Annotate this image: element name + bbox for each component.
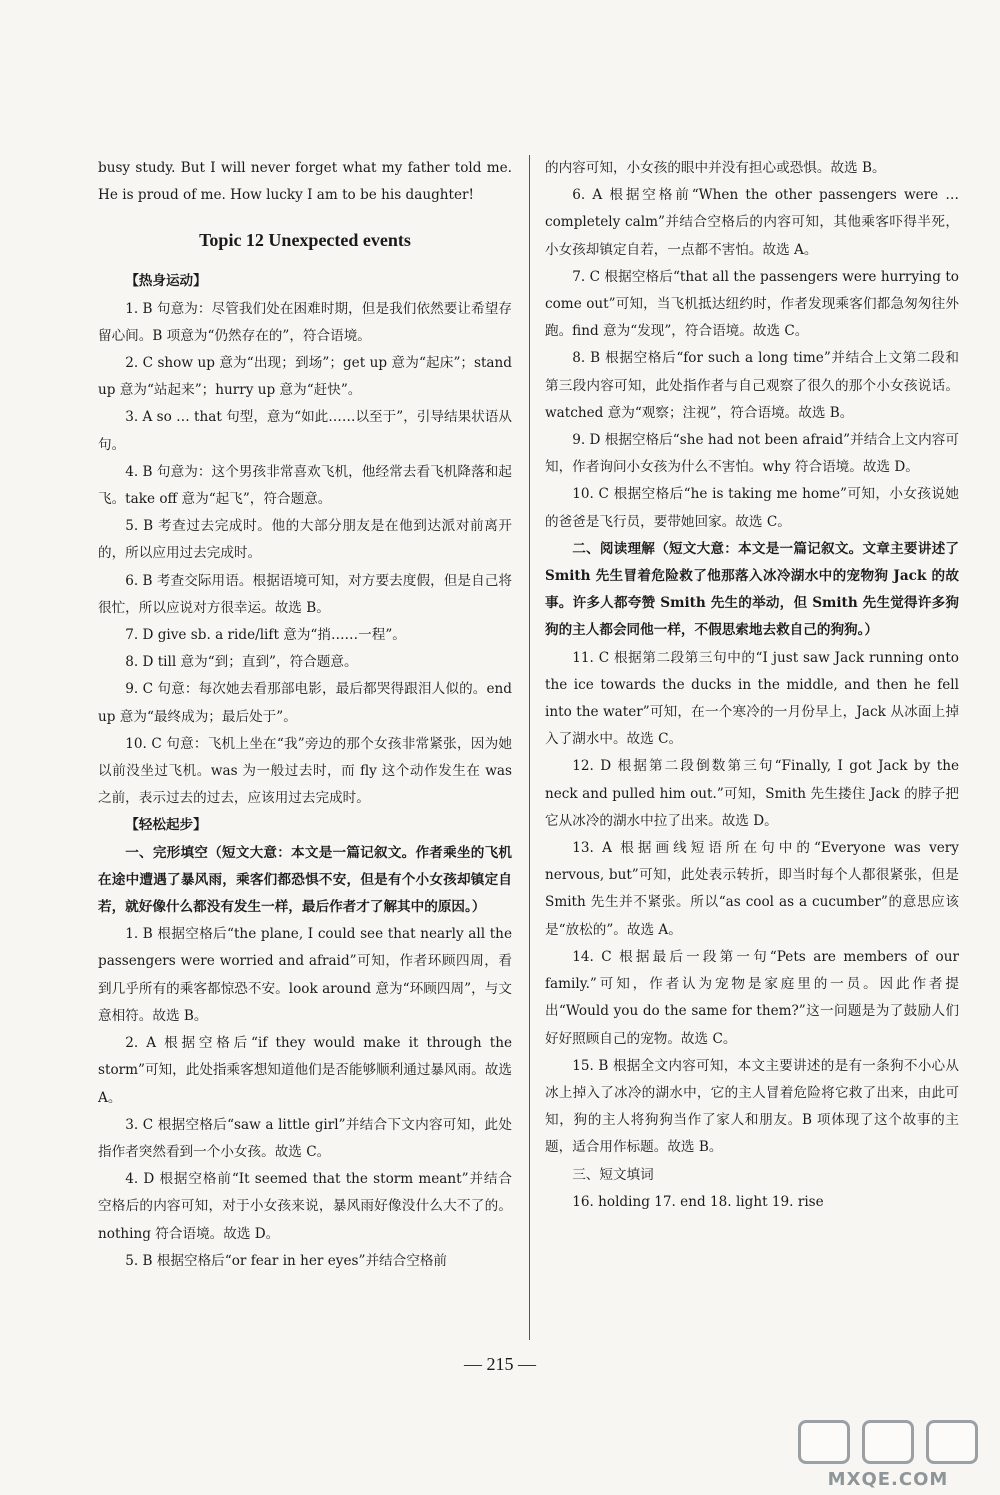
warmup-answer: 3. A so … that 句型，意为“如此……以至于”，引导结果状语从句。 <box>98 409 512 453</box>
cloze-answer: 8. B 根据空格后“for such a long time”并结合上文第二段和第三段内容可知，此处指作者与自己观察了很久的那个小女孩说话。watched 意为“观察；注视”，符合语境。故选 B。 <box>545 350 959 421</box>
warmup-heading: 【热身运动】 <box>125 273 207 290</box>
easy-start-heading: 【轻松起步】 <box>125 817 207 834</box>
reading-summary: 二、阅读理解（短文大意：本文是一篇记叙文。文章主要讲述了 Smith 先生冒着危险救了他那落入冰冷湖水中的宠物狗 Jack 的故事。许多人都夸赞 Smith 先生的举动，但 Smith 先生觉得许多狗狗的主人都会同他一样，不假思索地去救自己的狗狗。） <box>545 540 959 639</box>
intro-paragraph: busy study. But I will never forget what my father told me. He is proud of me. How lucky I am to be his daughter! <box>98 160 512 204</box>
warmup-answer: 10. C 句意：飞机上坐在“我”旁边的那个女孩非常紧张，因为她以前没坐过飞机。was 为一般过去时，而 fly 这个动作发生在 was 之前，表示过去的过去，应该用过去完成时。 <box>98 735 512 807</box>
cloze-answer-continued: 的内容可知，小女孩的眼中并没有担心或恐惧。故选 B。 <box>545 160 886 176</box>
reading-answer: 14. C 根据最后一段第一句“Pets are members of our family.”可知，作者认为宠物是家庭里的一员。因此作者提出“Would you do the same for them?”这一问题是为了鼓励人们好好照顾自己的宠物。故选 C。 <box>545 948 959 1047</box>
warmup-answer: 6. B 考查交际用语。根据语境可知，对方要去度假，但是自己将很忙，所以应说对方很幸运。故选 B。 <box>98 572 512 616</box>
left-column <box>98 155 512 1275</box>
cloze-answer: 3. C 根据空格后“saw a little girl”并结合下文内容可知，此处指作者突然看到一个小女孩。故选 C。 <box>98 1116 512 1160</box>
warmup-answer: 1. B 句意为：尽管我们处在困难时期，但是我们依然要让希望存留心间。B 项意为“仍然存在的”，符合语境。 <box>98 300 512 344</box>
right-column <box>545 155 959 1216</box>
cloze-answer: 1. B 根据空格后“the plane, I could see that nearly all the passengers were worried and afraid”可知，作者环顾四周，看到几乎所有的乘客都惊恐不安。look around 意为“环顾四周”，与文意相符。故选 B。 <box>98 926 512 1024</box>
cloze-summary: 一、完形填空（短文大意：本文是一篇记叙文。作者乘坐的飞机在途中遭遇了暴风雨，乘客们都恐惧不安，但是有个小女孩却镇定自若，就好像什么都没有发生一样，最后作者才了解其中的原因。） <box>98 844 512 916</box>
reading-answer: 13. A 根据画线短语所在句中的“Everyone was very nervous, but”可知，此处表示转折，即当时每个人都很紧张，但是 Smith 先生并不紧张。所以“as cool as a cucumber”的意思应该是“放松的”。故选 A。 <box>545 840 959 938</box>
cloze-answer: 10. C 根据空格后“he is taking me home”可知，小女孩说她的爸爸是飞行员，要带她回家。故选 C。 <box>545 486 959 530</box>
column-divider <box>529 155 530 1340</box>
fill-heading: 三、短文填词 <box>572 1166 654 1183</box>
warmup-answer: 7. D give sb. a ride/lift 意为“捎……一程”。 <box>125 627 406 644</box>
cloze-answer: 5. B 根据空格后“or fear in her eyes”并结合空格前 <box>125 1252 448 1269</box>
warmup-answer: 8. D till 意为“到；直到”，符合题意。 <box>125 654 358 671</box>
cloze-answer: 7. C 根据空格后“that all the passengers were hurrying to come out”可知，当飞机抵达纽约时，作者发现乘客们都急匆匆往外跑。find 意为“发现”，符合语境。故选 C。 <box>545 268 959 340</box>
cloze-answer: 2. A 根据空格后“if they would make it through the storm”可知，此处指乘客想知道他们是否能够顺利通过暴风雨。故选 A。 <box>98 1035 512 1106</box>
reading-answer: 15. B 根据全文内容可知，本文主要讲述的是有一条狗不小心从冰上掉入了冰冷的湖水中，它的主人冒着危险将它救了出来，由此可知，狗的主人将狗狗当作了家人和朋友。B 项体现了这个故事的主题，适合用作标题。故选 B。 <box>545 1057 959 1156</box>
warmup-answer: 9. C 句意：每次她去看那部电影，最后都哭得跟泪人似的。end up 意为“最终成为；最后处于”。 <box>98 681 512 725</box>
warmup-answer: 2. C show up 意为“出现；到场”；get up 意为“起床”；stand up 意为“站起来”；hurry up 意为“赶快”。 <box>98 355 512 399</box>
watermark-text: MXQE.COM <box>827 1469 949 1490</box>
cloze-answer: 6. A 根据空格前“When the other passengers were … completely calm”并结合空格后的内容可知，其他乘客吓得半死，小女孩却镇定自若，一点都不害怕。故选 A。 <box>545 187 959 258</box>
reading-answer: 12. D 根据第二段倒数第三句“Finally, I got Jack by the neck and pulled him out.”可知，Smith 先生搂住 Jack 的脖子把它从冰冷的湖水中拉了出来。故选 D。 <box>545 758 959 829</box>
cloze-answer: 4. D 根据空格前“It seemed that the storm meant”并结合空格后的内容可知，对于小女孩来说，暴风雨好像没什么大不了的。nothing 符合语境。故选 D。 <box>98 1171 512 1242</box>
warmup-answer: 5. B 考查过去完成时。他的大部分朋友是在他到达派对前离开的，所以应用过去完成时。 <box>98 518 512 562</box>
answer-site-logo-icon <box>798 1418 978 1466</box>
page-number: — 215 — <box>464 1354 536 1374</box>
watermark-logo <box>798 1418 978 1490</box>
fill-answers: 16. holding 17. end 18. light 19. rise <box>572 1193 824 1210</box>
warmup-answer: 4. B 句意为：这个男孩非常喜欢飞机，他经常去看飞机降落和起飞。take off 意为“起飞”，符合题意。 <box>98 463 512 508</box>
reading-answer: 11. C 根据第二段第三句中的“I just saw Jack running onto the ice towards the ducks in the middle, and then he fell into the water”可知，在一个寒冷的一月份早上，Jack 从冰面上掉入了湖水中。故选 C。 <box>545 649 959 748</box>
topic-title: Topic 12 Unexpected events <box>199 230 411 251</box>
cloze-answer: 9. D 根据空格后“she had not been afraid”并结合上文内容可知，作者询问小女孩为什么不害怕。why 符合语境。故选 D。 <box>545 432 959 476</box>
